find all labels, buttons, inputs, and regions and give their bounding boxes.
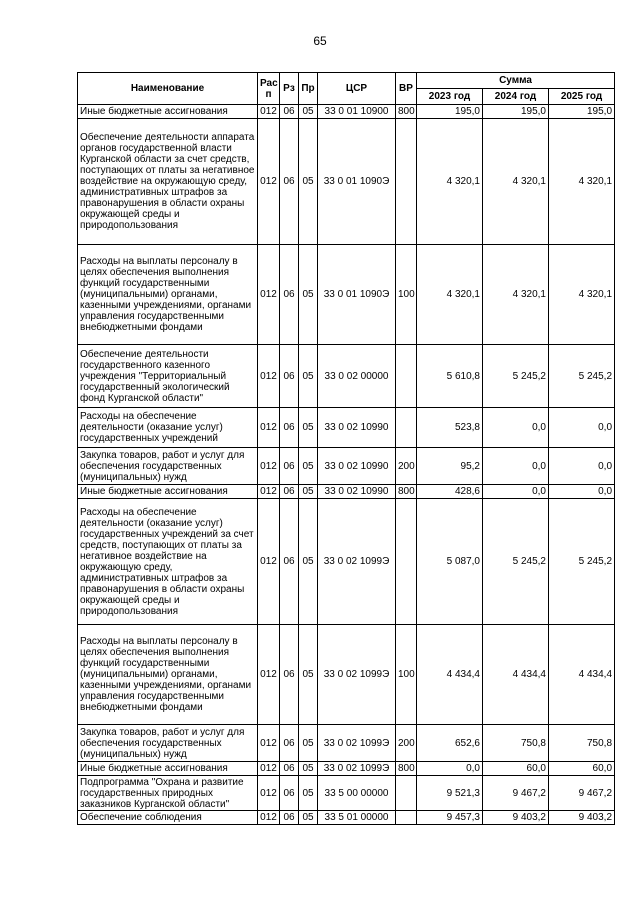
row-amount-2024: 0,0 [483, 408, 549, 448]
row-rasp: 012 [258, 725, 280, 762]
row-amount-2024: 0,0 [483, 448, 549, 485]
row-amount-2024: 0,0 [483, 485, 549, 499]
row-name: Иные бюджетные ассигнования [78, 485, 258, 499]
header-rz: Рз [280, 73, 299, 105]
row-name: Расходы на обеспечение деятельности (оказание услуг) государственных учреждений [78, 408, 258, 448]
row-amount-2025: 9 467,2 [549, 776, 615, 811]
row-amount-2025: 5 245,2 [549, 345, 615, 408]
row-csr: 33 0 02 1099Э [318, 499, 396, 625]
row-csr: 33 0 02 00000 [318, 345, 396, 408]
row-pr: 05 [299, 725, 318, 762]
header-rasp: Рас п [258, 73, 280, 105]
row-rz: 06 [280, 408, 299, 448]
row-rasp: 012 [258, 408, 280, 448]
row-vr [396, 499, 417, 625]
table-body [78, 105, 615, 825]
row-rasp: 012 [258, 811, 280, 825]
row-vr: 800 [396, 762, 417, 776]
row-rz: 06 [280, 811, 299, 825]
row-vr: 200 [396, 725, 417, 762]
row-amount-2024: 750,8 [483, 725, 549, 762]
table-row [78, 499, 615, 625]
row-name: Обеспечение деятельности аппарата органов государственной власти Курганской области за счет средств, поступающих от платы за негативное воздействие на окружающую среду, административных штрафов за правонарушения в области охраны окружающей среды и природопользования [78, 119, 258, 245]
row-vr [396, 408, 417, 448]
row-amount-2024: 4 434,4 [483, 625, 549, 725]
row-amount-2025: 0,0 [549, 448, 615, 485]
row-pr: 05 [299, 408, 318, 448]
row-name: Расходы на выплаты персоналу в целях обеспечения выполнения функций государственными (муниципальными) органами, казенными учреждениями, органами управления государственными внебюджетными фондами [78, 625, 258, 725]
row-rz: 06 [280, 119, 299, 245]
row-name: Иные бюджетные ассигнования [78, 762, 258, 776]
row-pr: 05 [299, 448, 318, 485]
row-name: Закупка товаров, работ и услуг для обеспечения государственных (муниципальных) нужд [78, 448, 258, 485]
row-rasp: 012 [258, 245, 280, 345]
row-vr [396, 776, 417, 811]
row-amount-2025: 4 434,4 [549, 625, 615, 725]
row-pr: 05 [299, 811, 318, 825]
row-pr: 05 [299, 776, 318, 811]
row-amount-2023: 9 457,3 [417, 811, 483, 825]
row-pr: 05 [299, 245, 318, 345]
row-csr: 33 0 01 10900 [318, 105, 396, 119]
row-amount-2023: 0,0 [417, 762, 483, 776]
row-pr: 05 [299, 485, 318, 499]
row-csr: 33 0 02 10990 [318, 485, 396, 499]
table-row [78, 119, 615, 245]
header-2023: 2023 год [417, 89, 483, 105]
row-amount-2025: 4 320,1 [549, 245, 615, 345]
row-amount-2023: 428,6 [417, 485, 483, 499]
row-pr: 05 [299, 762, 318, 776]
budget-table [77, 72, 615, 825]
row-amount-2024: 5 245,2 [483, 345, 549, 408]
row-pr: 05 [299, 345, 318, 408]
row-rasp: 012 [258, 448, 280, 485]
header-vr: ВР [396, 73, 417, 105]
row-rasp: 012 [258, 762, 280, 776]
row-csr: 33 0 02 1099Э [318, 725, 396, 762]
row-rasp: 012 [258, 345, 280, 408]
row-rz: 06 [280, 625, 299, 725]
row-csr: 33 0 02 10990 [318, 408, 396, 448]
row-name: Подпрограмма "Охрана и развитие государственных природных заказников Курганской области" [78, 776, 258, 811]
header-pr: Пр [299, 73, 318, 105]
row-amount-2023: 5 610,8 [417, 345, 483, 408]
row-rasp: 012 [258, 485, 280, 499]
row-amount-2023: 195,0 [417, 105, 483, 119]
row-rz: 06 [280, 448, 299, 485]
row-rz: 06 [280, 499, 299, 625]
row-amount-2024: 9 467,2 [483, 776, 549, 811]
row-csr: 33 0 01 1090Э [318, 245, 396, 345]
row-rz: 06 [280, 105, 299, 119]
page-number: 65 [313, 34, 327, 48]
row-csr: 33 0 02 1099Э [318, 762, 396, 776]
row-vr: 200 [396, 448, 417, 485]
table-row [78, 105, 615, 119]
header-2024: 2024 год [483, 89, 549, 105]
row-rasp: 012 [258, 119, 280, 245]
row-amount-2024: 195,0 [483, 105, 549, 119]
row-rz: 06 [280, 776, 299, 811]
row-amount-2023: 95,2 [417, 448, 483, 485]
row-amount-2025: 5 245,2 [549, 499, 615, 625]
header-name: Наименование [78, 73, 258, 105]
row-amount-2024: 60,0 [483, 762, 549, 776]
table-header [78, 73, 615, 105]
row-name: Расходы на обеспечение деятельности (оказание услуг) государственных учреждений за счет средств, поступающих от платы за негативное воздействие на окружающую среду, административных штрафов за правонарушения в области охраны окружающей среды и природопользования [78, 499, 258, 625]
row-amount-2025: 60,0 [549, 762, 615, 776]
table-row [78, 625, 615, 725]
row-vr: 100 [396, 245, 417, 345]
row-rz: 06 [280, 245, 299, 345]
row-amount-2025: 750,8 [549, 725, 615, 762]
row-csr: 33 5 01 00000 [318, 811, 396, 825]
row-name: Обеспечение соблюдения [78, 811, 258, 825]
row-pr: 05 [299, 499, 318, 625]
table-row [78, 345, 615, 408]
row-amount-2025: 0,0 [549, 408, 615, 448]
row-csr: 33 0 02 10990 [318, 448, 396, 485]
row-vr [396, 119, 417, 245]
row-pr: 05 [299, 625, 318, 725]
row-amount-2024: 4 320,1 [483, 119, 549, 245]
row-amount-2025: 9 403,2 [549, 811, 615, 825]
header-csr: ЦСР [318, 73, 396, 105]
row-vr: 800 [396, 485, 417, 499]
row-rasp: 012 [258, 625, 280, 725]
row-csr: 33 0 01 1090Э [318, 119, 396, 245]
row-rz: 06 [280, 762, 299, 776]
row-amount-2023: 4 434,4 [417, 625, 483, 725]
table-row [78, 448, 615, 485]
table-row [78, 811, 615, 825]
table-row [78, 245, 615, 345]
row-amount-2023: 4 320,1 [417, 119, 483, 245]
row-name: Закупка товаров, работ и услуг для обеспечения государственных (муниципальных) нужд [78, 725, 258, 762]
row-amount-2025: 4 320,1 [549, 119, 615, 245]
row-rasp: 012 [258, 499, 280, 625]
header-2025: 2025 год [549, 89, 615, 105]
row-rz: 06 [280, 725, 299, 762]
row-name: Обеспечение деятельности государственного казенного учреждения "Территориальный государственный экологический фонд Курганской области" [78, 345, 258, 408]
row-amount-2023: 9 521,3 [417, 776, 483, 811]
row-vr [396, 345, 417, 408]
row-csr: 33 5 00 00000 [318, 776, 396, 811]
row-rz: 06 [280, 345, 299, 408]
row-vr: 800 [396, 105, 417, 119]
row-amount-2023: 5 087,0 [417, 499, 483, 625]
row-rasp: 012 [258, 776, 280, 811]
table-row [78, 485, 615, 499]
row-name: Иные бюджетные ассигнования [78, 105, 258, 119]
row-pr: 05 [299, 105, 318, 119]
row-vr: 100 [396, 625, 417, 725]
row-amount-2024: 9 403,2 [483, 811, 549, 825]
row-amount-2023: 523,8 [417, 408, 483, 448]
row-name: Расходы на выплаты персоналу в целях обеспечения выполнения функций государственными (муниципальными) органами, казенными учреждениями, органами управления государственными внебюджетными фондами [78, 245, 258, 345]
row-rasp: 012 [258, 105, 280, 119]
table-row [78, 762, 615, 776]
table-row [78, 776, 615, 811]
table-row [78, 408, 615, 448]
header-sum: Сумма [417, 73, 615, 89]
row-amount-2023: 4 320,1 [417, 245, 483, 345]
row-vr [396, 811, 417, 825]
table-row [78, 725, 615, 762]
row-amount-2025: 195,0 [549, 105, 615, 119]
row-amount-2024: 5 245,2 [483, 499, 549, 625]
row-pr: 05 [299, 119, 318, 245]
row-amount-2023: 652,6 [417, 725, 483, 762]
row-amount-2025: 0,0 [549, 485, 615, 499]
row-csr: 33 0 02 1099Э [318, 625, 396, 725]
row-amount-2024: 4 320,1 [483, 245, 549, 345]
row-rz: 06 [280, 485, 299, 499]
